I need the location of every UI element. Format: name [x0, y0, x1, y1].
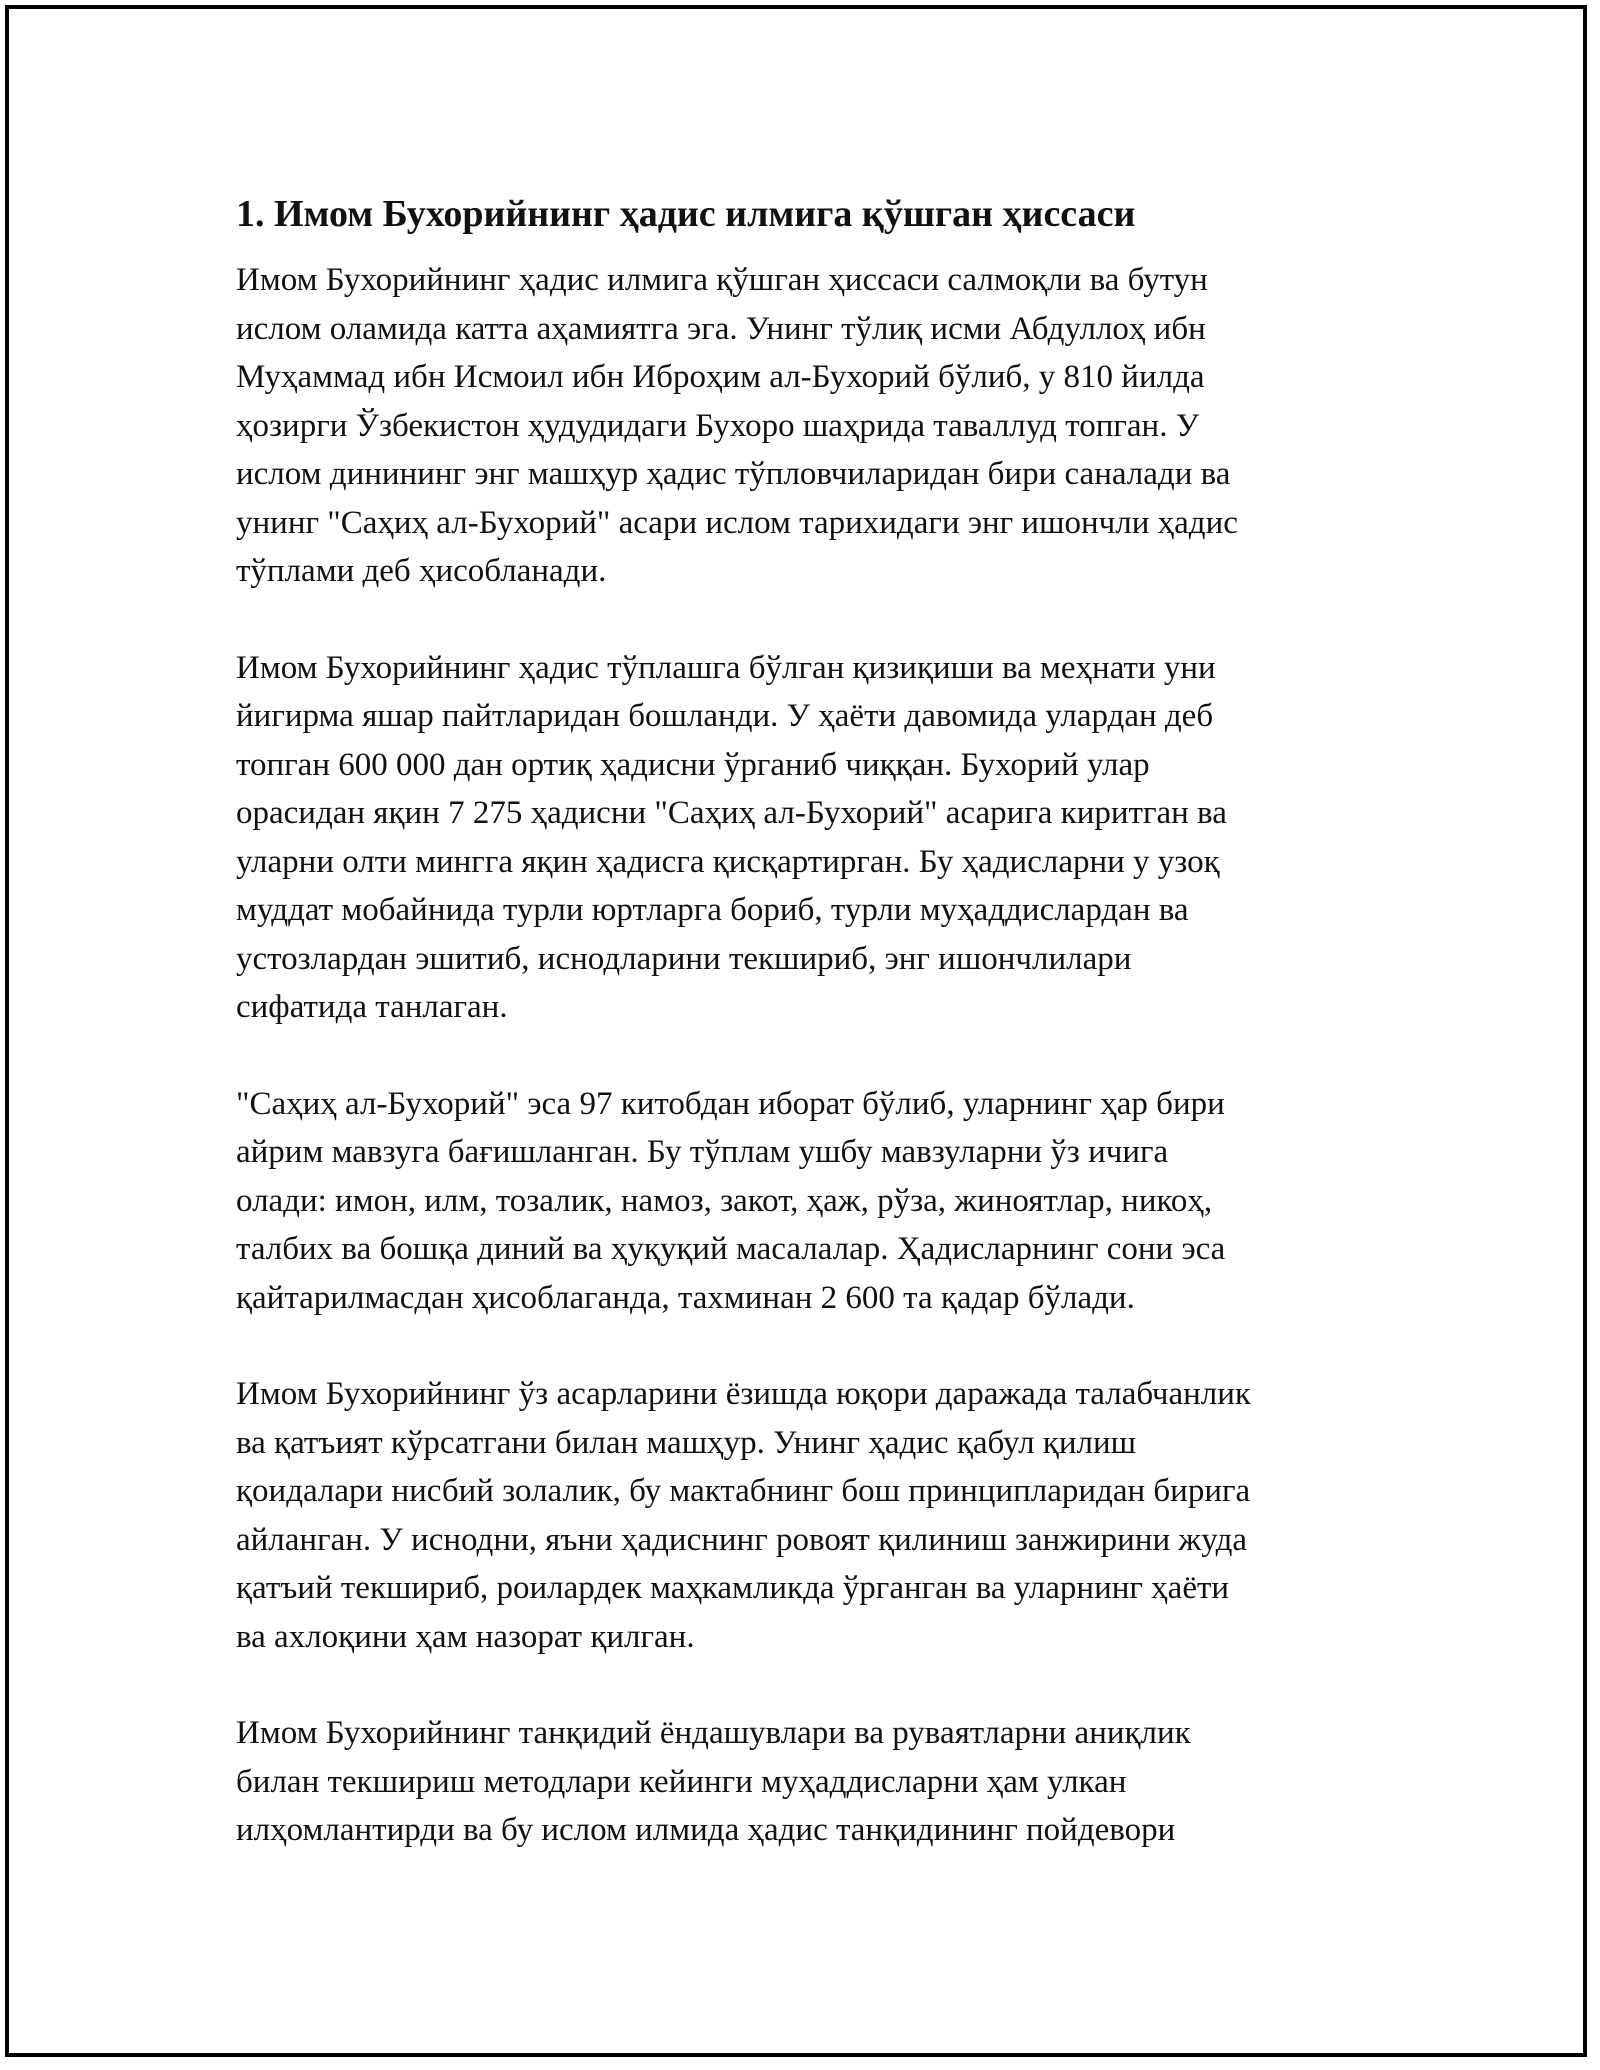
document-title: 1. Имом Бухорийнинг ҳадис илмига қўшган ҳиссаси	[236, 193, 1136, 235]
text-line: ислом динининг энг машҳур ҳадис тўпловчиларидан бири саналади ва	[236, 456, 1231, 492]
text-line: устозлардан эшитиб, иснодларини текшириб, энг ишончлилари	[236, 940, 1132, 977]
text-line: Муҳаммад ибн Исмоил ибн Иброҳим ал-Бухорий бўлиб, у 810 йилда	[236, 359, 1205, 395]
text-line: айрим мавзуга бағишланган. Бу тўплам ушбу мавзуларни ўз ичига	[236, 1134, 1169, 1170]
document-body	[236, 186, 1396, 1903]
text-line: унинг "Саҳиҳ ал-Бухорий" асари ислом тарихидаги энг ишончли ҳадис	[236, 504, 1238, 541]
text-line: ва ахлоқини ҳам назорат қилган.	[236, 1618, 695, 1655]
text-line: қатъий текшириб, роилардек маҳкамликда ўрганган ва уларнинг ҳаёти	[236, 1570, 1230, 1606]
text-line: тўплами деб ҳисобланади.	[236, 553, 607, 589]
text-line: Имом Бухорийнинг ўз асарларини ёзишда юқори даражада талабчанлик	[236, 1376, 1251, 1412]
text-line: айланган. У иснодни, яъни ҳадиснинг ровоят қилиниш занжирини жуда	[236, 1521, 1248, 1558]
text-line: Имом Бухорийнинг ҳадис илмига қўшган ҳиссаси салмоқли ва бутун	[236, 262, 1208, 298]
text-line: сифатида танлаган.	[236, 989, 508, 1025]
text-line: "Саҳиҳ ал-Бухорий" эса 97 китобдан иборат бўлиб, уларнинг ҳар бири	[236, 1085, 1225, 1122]
text-line: Имом Бухорийнинг танқидий ёндашувлари ва руваятларни аниқлик	[236, 1715, 1191, 1751]
text-line: муддат мобайнида турли юртларга бориб, турли муҳаддислардан ва	[236, 892, 1189, 928]
text-line: олади: имон, илм, тозалик, намоз, закот, ҳаж, рўза, жиноятлар, никоҳ,	[236, 1182, 1213, 1219]
text-line: топган 600 000 дан ортиқ ҳадисни ўрганиб чиққан. Бухорий улар	[236, 746, 1150, 783]
text-line: орасидан яқин 7 275 ҳадисни "Саҳиҳ ал-Бухорий" асарига киритган ва	[236, 795, 1227, 831]
text-line: ислом оламида катта аҳамиятга эга. Унинг тўлиқ исми Абдуллоҳ ибн	[236, 310, 1206, 347]
paragraph-5	[236, 1709, 1396, 1855]
text-line: билан текшириш методлари кейинги муҳаддисларни ҳам улкан	[236, 1763, 1127, 1800]
paragraph-3	[236, 1080, 1396, 1323]
text-line: талбих ва бошқа диний ва ҳуқуқий масалалар. Ҳадисларнинг сони эса	[236, 1231, 1226, 1267]
text-line: ҳозирги Ўзбекистон ҳудудидаги Бухоро шаҳрида таваллуд топган. У	[236, 407, 1200, 444]
text-line: йигирма яшар пайтларидан бошланди. У ҳаёти давомида улардан деб	[236, 698, 1214, 734]
paragraph-1	[236, 256, 1396, 596]
paragraph-4	[236, 1370, 1396, 1661]
text-line: қоидалари нисбий золалик, бу мактабнинг бош принципларидан бирига	[236, 1473, 1251, 1509]
paragraph-2	[236, 644, 1396, 1032]
text-line: қайтарилмасдан ҳисоблаганда, тахминан 2 600 та қадар бўлади.	[236, 1279, 1135, 1316]
text-line: Имом Бухорийнинг ҳадис тўплашга бўлган қизиқиши ва меҳнати уни	[236, 649, 1216, 686]
text-line: илҳомлантирди ва бу ислом илмида ҳадис танқидининг пойдевори	[236, 1812, 1176, 1848]
text-line: уларни олти мингга яқин ҳадисга қисқартирган. Бу ҳадисларни у узоқ	[236, 843, 1220, 880]
text-line: ва қатъият кўрсатгани билан машҳур. Унинг ҳадис қабул қилиш	[236, 1424, 1137, 1461]
